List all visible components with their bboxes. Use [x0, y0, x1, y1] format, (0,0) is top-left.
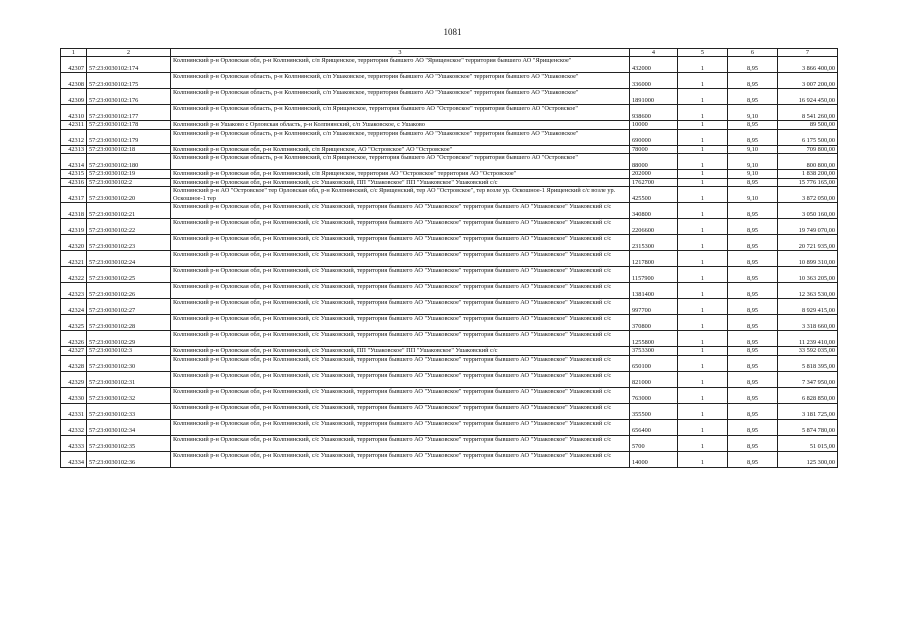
plot-count: 1 [678, 251, 728, 267]
row-number: 42324 [61, 299, 87, 315]
plot-description: Колпнянский р-н Орловская обл, р-н Колпнянский, с/с Ушаковский, территория бывшего АО "Ушаковское" территория бывшего АО "Ушаковское" Ушаковский с/с [171, 387, 630, 403]
row-number: 42320 [61, 235, 87, 251]
plot-count: 1 [678, 235, 728, 251]
plot-count: 1 [678, 154, 728, 170]
table-row [61, 299, 838, 315]
cadastral-value: 10 899 310,00 [778, 251, 838, 267]
plot-area: 340800 [630, 203, 678, 219]
cadastral-value: 12 363 530,00 [778, 283, 838, 299]
cadastral-number: 57:23:0030102:179 [87, 129, 171, 145]
plot-count: 1 [678, 451, 728, 467]
row-number: 42330 [61, 387, 87, 403]
cadastral-number: 57:23:0030102:21 [87, 203, 171, 219]
plot-count: 1 [678, 299, 728, 315]
plot-rate: 8,95 [728, 267, 778, 283]
cadastral-number: 57:23:0030102:33 [87, 403, 171, 419]
table-row [61, 219, 838, 235]
plot-area: 336000 [630, 73, 678, 89]
plot-count: 1 [678, 170, 728, 179]
header-cell: 6 [728, 49, 778, 57]
plot-area: 1891000 [630, 89, 678, 105]
plot-count: 1 [678, 387, 728, 403]
cadastral-value: 125 300,00 [778, 451, 838, 467]
table-row [61, 145, 838, 154]
table-row [61, 371, 838, 387]
plot-rate: 8,95 [728, 451, 778, 467]
plot-description: Колпнянский р-н Орловская область, р-н Колпнянский, с/п Ушаковское, территория бывшего АО "Ушаковское" территория бывшего АО "Ушаковское" [171, 89, 630, 105]
plot-rate: 8,95 [728, 299, 778, 315]
plot-count: 1 [678, 355, 728, 371]
plot-count: 1 [678, 315, 728, 331]
header-cell: 1 [61, 49, 87, 57]
cadastral-value: 3 007 200,00 [778, 73, 838, 89]
plot-area: 5700 [630, 435, 678, 451]
plot-area: 650100 [630, 355, 678, 371]
cadastral-number: 57:23:0030102:180 [87, 154, 171, 170]
table-row [61, 154, 838, 170]
plot-rate: 8,95 [728, 403, 778, 419]
row-number: 42313 [61, 145, 87, 154]
land-plots-table [60, 48, 838, 468]
plot-rate: 9,10 [728, 145, 778, 154]
cadastral-number: 57:23:0030102:176 [87, 89, 171, 105]
cadastral-value: 10 363 205,00 [778, 267, 838, 283]
table-row [61, 129, 838, 145]
plot-area: 1157900 [630, 267, 678, 283]
cadastral-number: 57:23:0030102:24 [87, 251, 171, 267]
header-row [61, 49, 838, 57]
plot-description: Колпнянский р-н Орловская область, р-н Колпнянский, с/п Ушаковское, территория бывшего АО "Ушаковское" территория бывшего АО "Ушаковское" [171, 73, 630, 89]
cadastral-value: 11 239 410,00 [778, 331, 838, 347]
plot-rate: 8,95 [728, 57, 778, 73]
plot-rate: 8,95 [728, 347, 778, 356]
cadastral-value: 19 749 070,00 [778, 219, 838, 235]
row-number: 42323 [61, 283, 87, 299]
cadastral-value: 3 866 400,00 [778, 57, 838, 73]
plot-area: 1217800 [630, 251, 678, 267]
header-cell: 5 [678, 49, 728, 57]
row-number: 42327 [61, 347, 87, 356]
table-row [61, 178, 838, 187]
table-row [61, 187, 838, 203]
plot-description: Колпнянский р-н Орловская обл, р-н Колпнянский, с/с Ушаковский, территория бывшего АО "Ушаковское" территория бывшего АО "Ушаковское" Ушаковский с/с [171, 331, 630, 347]
cadastral-value: 89 500,00 [778, 121, 838, 130]
plot-rate: 9,10 [728, 187, 778, 203]
cadastral-number: 57:23:0030102:20 [87, 187, 171, 203]
plot-rate: 9,10 [728, 154, 778, 170]
plot-area: 2206600 [630, 219, 678, 235]
plot-description: Колпнянский р-н Орловская обл, р-н Колпнянский, с/с Ушаковский, территория бывшего АО "Ушаковское" территория бывшего АО "Ушаковское" Ушаковский с/с [171, 451, 630, 467]
cadastral-value: 16 924 450,00 [778, 89, 838, 105]
cadastral-number: 57:23:0030102:31 [87, 371, 171, 387]
plot-area: 88000 [630, 154, 678, 170]
plot-rate: 8,95 [728, 178, 778, 187]
plot-area: 938600 [630, 105, 678, 121]
plot-count: 1 [678, 57, 728, 73]
row-number: 42319 [61, 219, 87, 235]
plot-description: Колпнянский р-н Орловская обл, р-н Колпнянский, с/с Ушаковский, территория бывшего АО "Ушаковское" территория бывшего АО "Ушаковское" Ушаковский с/с [171, 235, 630, 251]
plot-area: 690000 [630, 129, 678, 145]
row-number: 42314 [61, 154, 87, 170]
row-number: 42328 [61, 355, 87, 371]
row-number: 42321 [61, 251, 87, 267]
row-number: 42333 [61, 435, 87, 451]
plot-area: 656400 [630, 419, 678, 435]
plot-rate: 8,95 [728, 89, 778, 105]
plot-description: Колпнянский р-н Орловская обл, р-н Колпнянский, с/с Ушаковский, территория бывшего АО "Ушаковское" территория бывшего АО "Ушаковское" Ушаковский с/с [171, 283, 630, 299]
plot-description: Колпнянский р-н Орловская обл, р-н Колпнянский, с/с Ушаковский, территория бывшего АО "Ушаковское" территория бывшего АО "Ушаковское" Ушаковский с/с [171, 267, 630, 283]
plot-rate: 8,95 [728, 315, 778, 331]
plot-count: 1 [678, 435, 728, 451]
plot-rate: 8,95 [728, 121, 778, 130]
plot-area: 370800 [630, 315, 678, 331]
plot-description: Колпнянский р-н Орловская обл, р-н Колпнянский, с/с Ушаковский, ПП "Ушаковское" ПП "Ушаковское" Ушаковский с/с [171, 347, 630, 356]
cadastral-number: 57:23:0030102:22 [87, 219, 171, 235]
cadastral-number: 57:23:0030102:23 [87, 235, 171, 251]
table-row [61, 283, 838, 299]
cadastral-value: 20 721 935,00 [778, 235, 838, 251]
plot-description: Колпнянский р-н Орловская обл, р-н Колпнянский, с/п Ярищенское, АО "Островское" АО "Островское" [171, 145, 630, 154]
table-row [61, 347, 838, 356]
row-number: 42329 [61, 371, 87, 387]
table-row [61, 73, 838, 89]
cadastral-number: 57:23:0030102:34 [87, 419, 171, 435]
cadastral-number: 57:23:0030102:35 [87, 435, 171, 451]
plot-rate: 8,95 [728, 203, 778, 219]
plot-area: 3753300 [630, 347, 678, 356]
plot-area: 202000 [630, 170, 678, 179]
plot-description: Колпнянский р-н Орловская обл, р-н Колпнянский, с/с Ушаковский, территория бывшего АО "Ушаковское" территория бывшего АО "Ушаковское" Ушаковский с/с [171, 203, 630, 219]
header-cell: 4 [630, 49, 678, 57]
cadastral-number: 57:23:0030102:36 [87, 451, 171, 467]
cadastral-number: 57:23:0030102:19 [87, 170, 171, 179]
table-row [61, 355, 838, 371]
plot-description: Колпнянский р-н Орловская обл, р-н Колпнянский, с/с Ушаковский, территория бывшего АО "Ушаковское" территория бывшего АО "Ушаковское" Ушаковский с/с [171, 355, 630, 371]
cadastral-value: 6 828 850,00 [778, 387, 838, 403]
plot-rate: 8,95 [728, 235, 778, 251]
plot-description: Колпнянский р-н Орловская обл, р-н Колпнянский, с/с Ушаковский, территория бывшего АО "Ушаковское" территория бывшего АО "Ушаковское" Ушаковский с/с [171, 315, 630, 331]
row-number: 42322 [61, 267, 87, 283]
plot-description: Колпнянский р-н Орловская область, р-н Колпнянский, с/п Ярищенское, территория бывшего АО "Островское" территория бывшего АО "Островское" [171, 105, 630, 121]
cadastral-number: 57:23:0030102:26 [87, 283, 171, 299]
cadastral-number: 57:23:0030102:177 [87, 105, 171, 121]
row-number: 42308 [61, 73, 87, 89]
table-row [61, 435, 838, 451]
row-number: 42316 [61, 178, 87, 187]
plot-rate: 8,95 [728, 387, 778, 403]
plot-count: 1 [678, 371, 728, 387]
plot-area: 78000 [630, 145, 678, 154]
table-row [61, 419, 838, 435]
plot-description: Колпнянский р-н Орловская область, р-н Колпнянский, с/п Ярищенское, территория бывшего АО "Островское" территория бывшего АО "Островское" [171, 154, 630, 170]
table-row [61, 251, 838, 267]
plot-area: 10000 [630, 121, 678, 130]
row-number: 42312 [61, 129, 87, 145]
cadastral-number: 57:23:0030102:2 [87, 178, 171, 187]
cadastral-number: 57:23:0030102:28 [87, 315, 171, 331]
plot-description: Колпнянский р-н Орловская обл, р-н Колпнянский, с/с Ушаковский, территория бывшего АО "Ушаковское" территория бывшего АО "Ушаковское" Ушаковский с/с [171, 435, 630, 451]
plot-count: 1 [678, 347, 728, 356]
cadastral-number: 57:23:0030102:32 [87, 387, 171, 403]
plot-count: 1 [678, 187, 728, 203]
table-row [61, 203, 838, 219]
cadastral-number: 57:23:0030102:18 [87, 145, 171, 154]
table-row [61, 89, 838, 105]
plot-rate: 8,95 [728, 371, 778, 387]
plot-description: Колпнянский р-н Орловская обл, р-н Колпнянский, с/с Ушаковский, ПП "Ушаковское" ПП "Ушаковское" Ушаковский с/с [171, 178, 630, 187]
cadastral-value: 5 874 780,00 [778, 419, 838, 435]
header-cell: 7 [778, 49, 838, 57]
plot-count: 1 [678, 403, 728, 419]
row-number: 42334 [61, 451, 87, 467]
table-row [61, 403, 838, 419]
plot-rate: 8,95 [728, 331, 778, 347]
table-row [61, 451, 838, 467]
plot-rate: 8,95 [728, 283, 778, 299]
cadastral-value: 8 929 415,00 [778, 299, 838, 315]
plot-rate: 8,95 [728, 129, 778, 145]
plot-count: 1 [678, 331, 728, 347]
cadastral-value: 5 818 395,00 [778, 355, 838, 371]
plot-area: 1381400 [630, 283, 678, 299]
row-number: 42318 [61, 203, 87, 219]
row-number: 42311 [61, 121, 87, 130]
cadastral-number: 57:23:0030102:29 [87, 331, 171, 347]
plot-area: 763000 [630, 387, 678, 403]
table-row [61, 267, 838, 283]
cadastral-value: 7 347 950,00 [778, 371, 838, 387]
row-number: 42317 [61, 187, 87, 203]
plot-description: Колпнянский р-н Орловская обл, р-н Колпнянский, с/с Ушаковский, территория бывшего АО "Ушаковское" территория бывшего АО "Ушаковское" Ушаковский с/с [171, 371, 630, 387]
plot-area: 997700 [630, 299, 678, 315]
plot-description: Колпнянский р-н Орловская обл, р-н Колпнянский, с/п Ярищенское, территория АО "Островское" территория АО "Островское" [171, 170, 630, 179]
plot-description: Колпнянский р-н АО "Островское" тер Орловская обл, р-н Колпнянский, с/с Ярищенский, тер АО "Островское", тер возле ур. Оскошное-1 Ярищенский с/с возле ур. Оскошное-1 тер [171, 187, 630, 203]
row-number: 42326 [61, 331, 87, 347]
row-number: 42315 [61, 170, 87, 179]
cadastral-number: 57:23:0030102:3 [87, 347, 171, 356]
plot-rate: 8,95 [728, 419, 778, 435]
row-number: 42307 [61, 57, 87, 73]
plot-count: 1 [678, 203, 728, 219]
row-number: 42332 [61, 419, 87, 435]
cadastral-number: 57:23:0030102:174 [87, 57, 171, 73]
plot-area: 425500 [630, 187, 678, 203]
table-row [61, 315, 838, 331]
plot-count: 1 [678, 129, 728, 145]
plot-rate: 9,10 [728, 170, 778, 179]
plot-count: 1 [678, 219, 728, 235]
table-row [61, 121, 838, 130]
plot-description: Колпнянский р-н Орловская обл, р-н Колпнянский, с/с Ушаковский, территория бывшего АО "Ушаковское" территория бывшего АО "Ушаковское" Ушаковский с/с [171, 299, 630, 315]
header-cell: 3 [171, 49, 630, 57]
plot-count: 1 [678, 121, 728, 130]
table-row [61, 387, 838, 403]
cadastral-number: 57:23:0030102:175 [87, 73, 171, 89]
plot-area: 1255800 [630, 331, 678, 347]
cadastral-value: 3 872 050,00 [778, 187, 838, 203]
plot-count: 1 [678, 89, 728, 105]
plot-rate: 8,95 [728, 251, 778, 267]
plot-area: 14000 [630, 451, 678, 467]
plot-description: Колпнянский р-н Орловская обл, р-н Колпнянский, с/с Ушаковский, территория бывшего АО "Ушаковское" территория бывшего АО "Ушаковское" Ушаковский с/с [171, 403, 630, 419]
table-row [61, 235, 838, 251]
plot-area: 432000 [630, 57, 678, 73]
cadastral-value: 709 800,00 [778, 145, 838, 154]
plot-count: 1 [678, 73, 728, 89]
plot-count: 1 [678, 178, 728, 187]
cadastral-value: 51 015,00 [778, 435, 838, 451]
row-number: 42310 [61, 105, 87, 121]
cadastral-number: 57:23:0030102:178 [87, 121, 171, 130]
plot-description: Колпнянский р-н Орловская обл, р-н Колпнянский, с/п Ярищенское, территория бывшего АО "Ярищенское" территория бывшего АО "Ярищенское" [171, 57, 630, 73]
cadastral-number: 57:23:0030102:25 [87, 267, 171, 283]
cadastral-value: 3 318 660,00 [778, 315, 838, 331]
plot-description: Колпнянский р-н Орловская обл, р-н Колпнянский, с/с Ушаковский, территория бывшего АО "Ушаковское" территория бывшего АО "Ушаковское" Ушаковский с/с [171, 251, 630, 267]
row-number: 42331 [61, 403, 87, 419]
plot-description: Колпнянский р-н Ушаково с Орловская область, р-н Колпнянский, с/п Ушаковское, с Ушаково [171, 121, 630, 130]
page-number: 1081 [443, 27, 462, 37]
plot-area: 1762700 [630, 178, 678, 187]
plot-area: 2315300 [630, 235, 678, 251]
plot-rate: 8,95 [728, 355, 778, 371]
plot-rate: 8,95 [728, 435, 778, 451]
plot-description: Колпнянский р-н Орловская область, р-н Колпнянский, с/п Ушаковское, территория бывшего АО "Ушаковское" территория бывшего АО "Ушаковское" [171, 129, 630, 145]
plot-description: Колпнянский р-н Орловская обл, р-н Колпнянский, с/с Ушаковский, территория бывшего АО "Ушаковское" территория бывшего АО "Ушаковское" Ушаковский с/с [171, 419, 630, 435]
cadastral-number: 57:23:0030102:30 [87, 355, 171, 371]
table-row [61, 57, 838, 73]
plot-count: 1 [678, 145, 728, 154]
row-number: 42325 [61, 315, 87, 331]
cadastral-value: 33 592 035,00 [778, 347, 838, 356]
plot-description: Колпнянский р-н Орловская обл, р-н Колпнянский, с/с Ушаковский, территория бывшего АО "Ушаковское" территория бывшего АО "Ушаковское" Ушаковский с/с [171, 219, 630, 235]
plot-rate: 8,95 [728, 219, 778, 235]
cadastral-value: 8 541 260,00 [778, 105, 838, 121]
plot-count: 1 [678, 419, 728, 435]
cadastral-value: 6 175 500,00 [778, 129, 838, 145]
plot-area: 355500 [630, 403, 678, 419]
table-row [61, 170, 838, 179]
plot-count: 1 [678, 267, 728, 283]
plot-rate: 9,10 [728, 105, 778, 121]
cadastral-value: 3 181 725,00 [778, 403, 838, 419]
cadastral-value: 3 050 160,00 [778, 203, 838, 219]
table-row [61, 105, 838, 121]
cadastral-number: 57:23:0030102:27 [87, 299, 171, 315]
cadastral-value: 800 800,00 [778, 154, 838, 170]
plot-count: 1 [678, 283, 728, 299]
table-row [61, 331, 838, 347]
cadastral-value: 1 838 200,00 [778, 170, 838, 179]
header-cell: 2 [87, 49, 171, 57]
cadastral-value: 15 776 165,00 [778, 178, 838, 187]
row-number: 42309 [61, 89, 87, 105]
plot-count: 1 [678, 105, 728, 121]
plot-area: 821000 [630, 371, 678, 387]
plot-rate: 8,95 [728, 73, 778, 89]
